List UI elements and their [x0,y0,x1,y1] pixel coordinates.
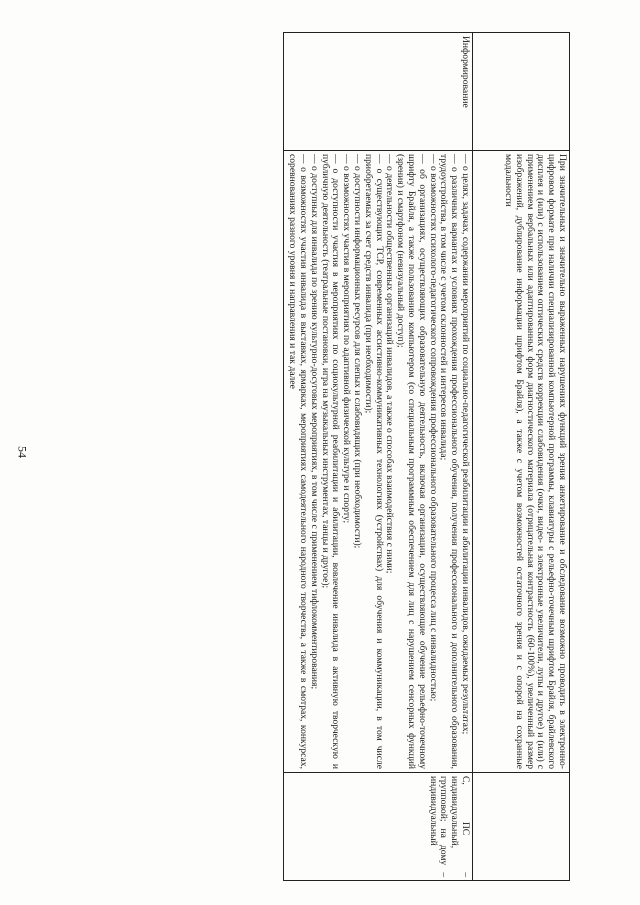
list-item: — о доступных для инвалида по зрению культурно-досуговых мероприятиях, в том числе с применением тифлокомментирования; [308,154,320,690]
list-item: — о доступности информационных ресурсов для слепых и слабовидящих (при необходимости); [352,154,364,549]
table-row [473,33,570,881]
list-item: — об организациях, осуществляющих образовательную деятельность, включая организации, осуществляющие обучение рельефно-точечному шрифту Брайля, а также пользованию компьютером (со специальным программным обеспечением для лиц с нарушением сенсорных функций (зрения) и смартфоном (невизуальный доступ); [395,154,428,769]
table-cell-row1-col3 [473,773,570,881]
list-item: — о возможностях участия инвалида в выставках, ярмарках, мероприятиях самодеятельного народного творчества, а также в смотрах, конкурсах, соревнованиях разного уровня и направления и так далее [287,154,310,769]
rotated-table-container [287,32,570,880]
list-item: — о доступности участия в мероприятиях по социокультурной реабилитации и абилитации, вовлечение инвалида в активную творческую и публичную деятельность (театральные постановки, игра на музыкальных инструментах, танцы и другое); [319,154,342,769]
page-number: 54 [15,446,30,458]
table-row [284,33,473,881]
table-cell-service-type: Информирование [284,33,473,151]
list-item: — о возможностях участия в мероприятиях по адаптивной физической культуре и спорту; [341,154,353,524]
table-cell-row1-col1 [473,33,570,151]
rehabilitation-table [283,32,570,881]
list-item: — о деятельности общественных организаций инвалидов, а также о способах взаимодействия с ними; [384,154,396,574]
list-item: — о возможностях психолого-педагогического сопровождения профессионального образовательного процесса лиц с инвалидностью; [427,154,439,702]
table-cell-info-items [284,151,473,773]
list-item: — о существующих ТСР, современных ассистивно-коммуникативных технологиях (устройствах) для обучения и коммуникации, в том числе приобретаемых за счет средств инвалида (при необходимости); [362,154,385,769]
list-item: — о различных вариантах и условиях прохождения профессионального обучения, получения профессионального и дополнительного образования, трудоустройства, в том числе с учетом склонностей и интересов инвалида; [438,154,461,769]
list-item: — о целях, задачах, содержании мероприятий по социально-педагогической реабилитации и абилитации инвалидов, ожидаемых результатах; [460,154,471,735]
table-cell-format: С, ПС – индивидуальный, групповой; на дому – индивидуальный [284,773,473,881]
table-cell-row1-col2: При значительных и значительно выраженных нарушениях функций зрения анкетирование и обследование возможно проводить в электронно-цифровом формате при наличии специализированной компьютерной программы, клавиатуры с рельефно-точечным шрифтом Брайля, брайлевского дисплея и (или) с использованием оптических средств коррекции слабовидения (очки, видео- и электронные увеличители, лупы и другое) и (или) с применением вербальных или адаптированных форм диагностического материала (отрицательная контрастность (60-100%), увеличенный размер изображений, дублирование информации шрифтом Брайля), а также с учетом возможностей остаточного зрения и с опорой на сохранные модальности [473,151,570,773]
